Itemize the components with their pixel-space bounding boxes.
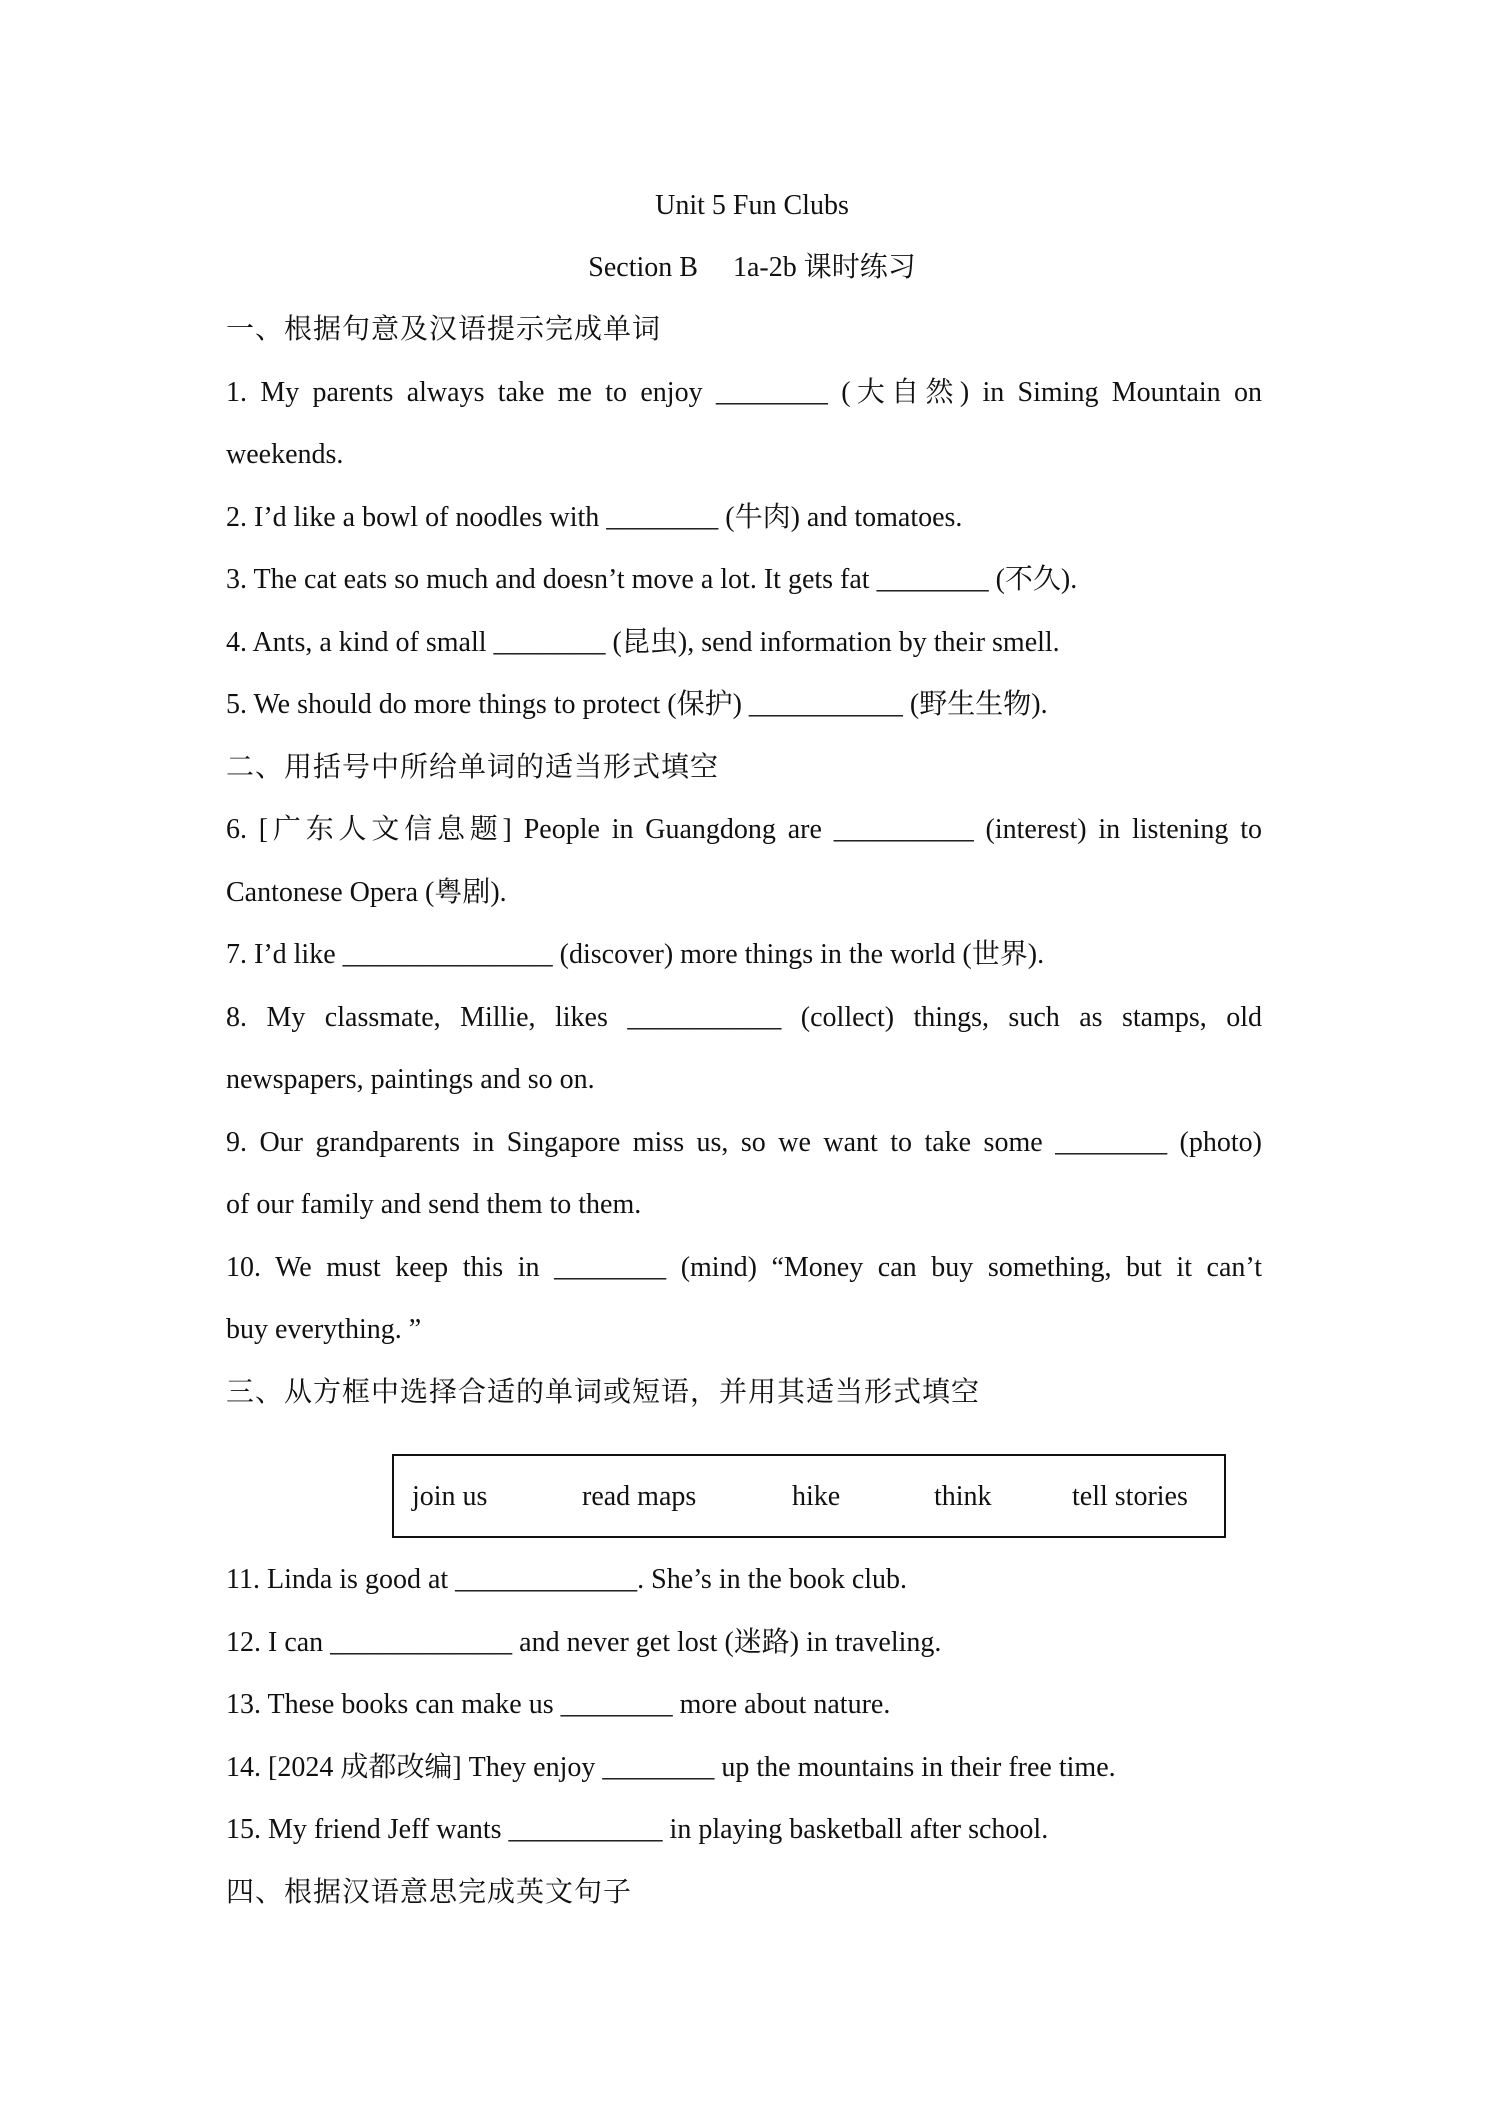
word-bank-item: tell stories	[1072, 1481, 1188, 1512]
question-6-line-1: 6. [广东人文信息题] People in Guangdong are __________ (interest) in listening to	[226, 814, 1262, 845]
question-7: 7. I’d like _______________ (discover) more things in the world (世界).	[226, 939, 1045, 970]
section-2-heading: 二、用括号中所给单词的适当形式填空	[226, 751, 720, 783]
question-15: 15. My friend Jeff wants ___________ in playing basketball after school.	[226, 1814, 1049, 1845]
word-bank-item: hike	[792, 1481, 841, 1512]
word-bank-item: join us	[412, 1481, 488, 1512]
question-13: 13. These books can make us ________ more about nature.	[226, 1689, 891, 1720]
question-2: 2. I’d like a bowl of noodles with ________ (牛肉) and tomatoes.	[226, 501, 963, 533]
worksheet-title: Unit 5 Fun Clubs	[655, 190, 849, 221]
question-11: 11. Linda is good at _____________. She’s in the book club.	[226, 1564, 908, 1595]
question-9-line-2: of our family and send them to them.	[226, 1189, 642, 1220]
question-6-line-2: Cantonese Opera (粤剧).	[226, 876, 507, 908]
question-5: 5. We should do more things to protect (保护) ___________ (野生生物).	[226, 689, 1048, 720]
question-10-line-2: buy everything. ”	[226, 1314, 422, 1345]
question-3: 3. The cat eats so much and doesn’t move a lot. It gets fat ________ (不久).	[226, 564, 1078, 595]
question-12: 12. I can _____________ and never get lost (迷路) in traveling.	[226, 1626, 942, 1658]
question-10-line-1: 10. We must keep this in ________ (mind) “Money can buy something, but it can’t	[226, 1251, 1262, 1283]
question-8-line-2: newspapers, paintings and so on.	[226, 1064, 595, 1095]
worksheet-lower	[226, 1562, 1262, 1937]
section-4-heading: 四、根据汉语意思完成英文句子	[226, 1876, 633, 1908]
word-bank-item: read maps	[582, 1481, 697, 1512]
word-bank-item: think	[934, 1481, 992, 1512]
question-8-line-1: 8. My classmate, Millie, likes ___________ (collect) things, such as stamps, old	[226, 1001, 1262, 1033]
section-3-heading: 三、从方框中选择合适的单词或短语，并用其适当形式填空	[226, 1376, 981, 1408]
section-1-heading: 一、根据句意及汉语提示完成单词	[226, 314, 662, 345]
question-1-line-1: 1. My parents always take me to enjoy ________ (大自然) in Siming Mountain on	[226, 376, 1262, 408]
word-bank-box	[392, 1454, 1226, 1538]
question-4: 4. Ants, a kind of small ________ (昆虫), send information by their smell.	[226, 626, 1060, 658]
worksheet-subtitle: Section B 1a-2b 课时练习	[588, 252, 916, 283]
question-14: 14. [2024 成都改编] They enjoy ________ up the mountains in their free time.	[226, 1751, 1116, 1783]
question-9-line-1: 9. Our grandparents in Singapore miss us, so we want to take some ________ (photo)	[226, 1126, 1262, 1158]
worksheet-upper	[226, 188, 1262, 1437]
question-1-line-2: weekends.	[226, 439, 344, 470]
